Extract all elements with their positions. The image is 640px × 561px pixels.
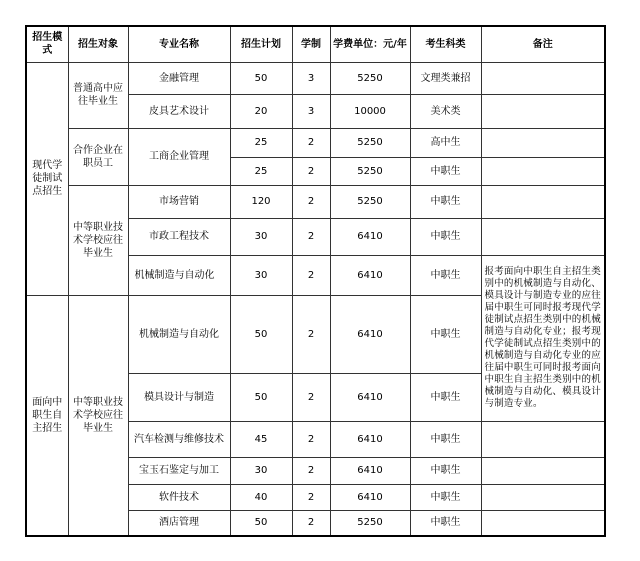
category-cell: 高中生 (410, 128, 481, 157)
plan-cell: 50 (230, 373, 292, 421)
major-cell: 汽车检测与维修技术 (128, 421, 230, 457)
years-cell: 2 (292, 218, 330, 255)
years-cell: 2 (292, 421, 330, 457)
plan-cell: 20 (230, 94, 292, 128)
header-mode: 招生模式 (26, 26, 68, 62)
fee-cell: 5250 (330, 157, 410, 185)
category-cell: 中职生 (410, 218, 481, 255)
years-cell: 3 (292, 94, 330, 128)
major-cell: 宝玉石鉴定与加工 (128, 457, 230, 484)
fee-cell: 6410 (330, 484, 410, 510)
header-target: 招生对象 (68, 26, 128, 62)
plan-cell: 50 (230, 62, 292, 94)
major-cell: 机械制造与自动化 (128, 255, 230, 295)
target-coop: 合作企业在职员工 (68, 128, 128, 185)
header-plan: 招生计划 (230, 26, 292, 62)
years-cell: 3 (292, 62, 330, 94)
remark-cell (481, 62, 605, 94)
major-cell: 机械制造与自动化 (128, 295, 230, 373)
category-cell: 中职生 (410, 421, 481, 457)
category-cell: 中职生 (410, 373, 481, 421)
remark-cell (481, 128, 605, 157)
remark-cell (481, 157, 605, 185)
major-cell: 酒店管理 (128, 510, 230, 536)
years-cell: 2 (292, 128, 330, 157)
target-vocational-1: 中等职业技术学校应往毕业生 (68, 185, 128, 295)
fee-cell: 6410 (330, 295, 410, 373)
enrollment-table-container (25, 25, 606, 537)
fee-cell: 10000 (330, 94, 410, 128)
category-cell: 美术类 (410, 94, 481, 128)
fee-cell: 6410 (330, 218, 410, 255)
header-years: 学制 (292, 26, 330, 62)
plan-cell: 120 (230, 185, 292, 218)
remark-note: 报考面向中职生自主招生类别中的机械制造与自动化、模具设计与制造专业的应往届中职生可同时报考现代学徒制试点招生类别中的机械制造与自动化专业；报考现代学徒制试点招生类别中的机械制造与自动化专业的应往届中职生可同时报考面向中职生自主招生类别中的机械制造与自动化、模具设计与制造专业。 (481, 255, 605, 421)
fee-cell: 6410 (330, 255, 410, 295)
plan-cell: 30 (230, 218, 292, 255)
fee-cell: 6410 (330, 457, 410, 484)
plan-cell: 40 (230, 484, 292, 510)
remark-cell (481, 218, 605, 255)
header-category: 考生科类 (410, 26, 481, 62)
fee-cell: 6410 (330, 421, 410, 457)
major-cell: 市政工程技术 (128, 218, 230, 255)
major-cell: 市场营销 (128, 185, 230, 218)
enrollment-table (25, 25, 606, 537)
category-cell: 文理类兼招 (410, 62, 481, 94)
fee-cell: 5250 (330, 185, 410, 218)
plan-cell: 25 (230, 128, 292, 157)
plan-cell: 50 (230, 510, 292, 536)
remark-cell (481, 457, 605, 484)
major-cell: 工商企业管理 (128, 128, 230, 185)
category-cell: 中职生 (410, 295, 481, 373)
category-cell: 中职生 (410, 510, 481, 536)
plan-cell: 30 (230, 457, 292, 484)
fee-cell: 5250 (330, 62, 410, 94)
remark-cell (481, 421, 605, 457)
fee-cell: 5250 (330, 510, 410, 536)
category-cell: 中职生 (410, 484, 481, 510)
years-cell: 2 (292, 255, 330, 295)
plan-cell: 50 (230, 295, 292, 373)
header-remark: 备注 (481, 26, 605, 62)
remark-cell (481, 484, 605, 510)
plan-cell: 45 (230, 421, 292, 457)
plan-cell: 30 (230, 255, 292, 295)
years-cell: 2 (292, 484, 330, 510)
years-cell: 2 (292, 457, 330, 484)
remark-cell (481, 185, 605, 218)
category-cell: 中职生 (410, 255, 481, 295)
years-cell: 2 (292, 157, 330, 185)
header-major: 专业名称 (128, 26, 230, 62)
fee-cell: 6410 (330, 373, 410, 421)
category-cell: 中职生 (410, 457, 481, 484)
major-cell: 软件技术 (128, 484, 230, 510)
category-cell: 中职生 (410, 185, 481, 218)
table-row (26, 128, 605, 157)
years-cell: 2 (292, 373, 330, 421)
mode-independent: 面向中职生自主招生 (26, 295, 68, 536)
table-row (26, 185, 605, 218)
mode-pilot: 现代学徒制试点招生 (26, 62, 68, 295)
plan-cell: 25 (230, 157, 292, 185)
target-general-hs: 普通高中应往毕业生 (68, 62, 128, 128)
years-cell: 2 (292, 295, 330, 373)
years-cell: 2 (292, 510, 330, 536)
major-cell: 金融管理 (128, 62, 230, 94)
fee-cell: 5250 (330, 128, 410, 157)
header-fee: 学费单位：元/年 (330, 26, 410, 62)
major-cell: 模具设计与制造 (128, 373, 230, 421)
table-row (26, 62, 605, 94)
category-cell: 中职生 (410, 157, 481, 185)
major-cell: 皮具艺术设计 (128, 94, 230, 128)
years-cell: 2 (292, 185, 330, 218)
remark-cell (481, 510, 605, 536)
remark-cell (481, 94, 605, 128)
target-vocational-2: 中等职业技术学校应往毕业生 (68, 295, 128, 536)
header-row (26, 26, 605, 62)
